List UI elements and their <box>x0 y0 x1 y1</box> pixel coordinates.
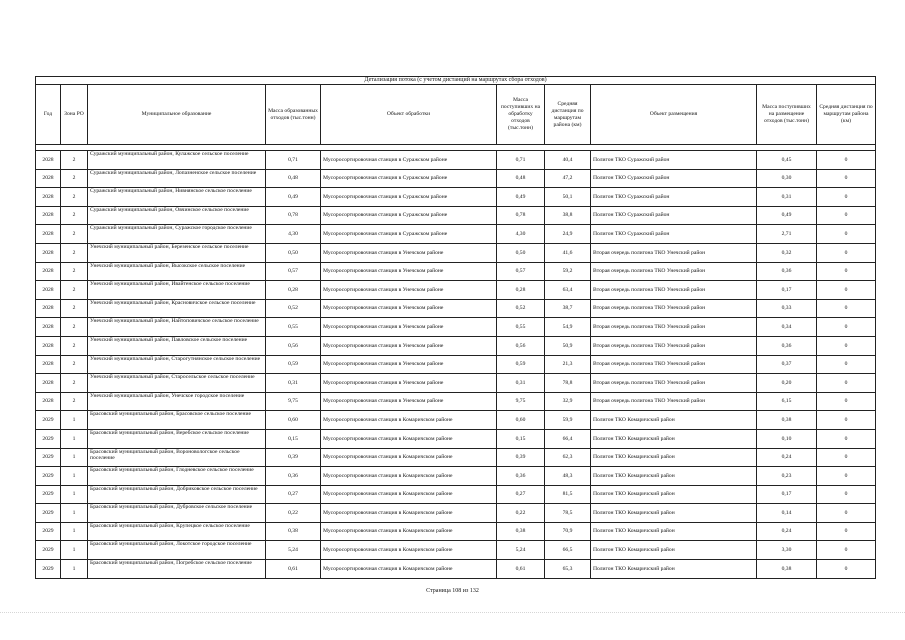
cell-avg-distance-processing: 32,9 <box>545 392 591 411</box>
document-sheet <box>35 76 876 579</box>
cell-processing-object: Мусоросортировочная станция в Унечском районе <box>321 281 497 300</box>
cell-year: 2028 <box>36 392 61 411</box>
cell-avg-distance-placement: 0 <box>817 374 876 393</box>
cell-avg-distance-processing: 40,4 <box>545 151 591 170</box>
table-row <box>36 188 876 207</box>
cell-zone: 2 <box>61 355 88 374</box>
cell-year: 2028 <box>36 336 61 355</box>
cell-zone: 2 <box>61 374 88 393</box>
cell-processing-object: Мусоросортировочная станция в Унечском районе <box>321 262 497 281</box>
table-row <box>36 151 876 170</box>
cell-zone: 2 <box>61 225 88 244</box>
table-row <box>36 467 876 486</box>
cell-municipality: Суражский муниципальный район, Кулажское сельское поселение <box>88 151 266 170</box>
cell-mass-to-placement: 0,23 <box>757 467 817 486</box>
cell-avg-distance-processing: 70,9 <box>545 522 591 541</box>
cell-avg-distance-processing: 65,3 <box>545 560 591 579</box>
cell-processing-object: Мусоросортировочная станция в Комаричском районе <box>321 522 497 541</box>
cell-placement-object: Вторая очередь полигона ТКО Унечский район <box>591 392 757 411</box>
cell-municipality: Унечский муниципальный район, Красновичское сельское поселение <box>88 299 266 318</box>
cell-municipality: Унечский муниципальный район, Унечское городское поселение <box>88 392 266 411</box>
table-row <box>36 225 876 244</box>
cell-municipality: Брасовский муниципальный район, Глодневское сельское поселение <box>88 467 266 486</box>
cell-avg-distance-placement: 0 <box>817 151 876 170</box>
waste-flow-table <box>35 76 876 579</box>
header-avg-distance-placement: Средняя дистанция по маршрутам района (км) <box>817 85 876 145</box>
cell-year: 2028 <box>36 299 61 318</box>
cell-avg-distance-processing: 59,9 <box>545 411 591 430</box>
cell-year: 2028 <box>36 188 61 207</box>
cell-mass-to-processing: 9,75 <box>497 392 545 411</box>
cell-zone: 1 <box>61 504 88 523</box>
cell-mass-to-processing: 0,36 <box>497 467 545 486</box>
cell-placement-object: Полигон ТКО Суражский район <box>591 169 757 188</box>
cell-municipality: Суражский муниципальный район, Суражское городское поселение <box>88 225 266 244</box>
cell-processing-object: Мусоросортировочная станция в Суражском районе <box>321 151 497 170</box>
cell-municipality: Брасовский муниципальный район, Локотское городское поселение <box>88 541 266 560</box>
cell-avg-distance-placement: 0 <box>817 411 876 430</box>
cell-placement-object: Полигон ТКО Суражский район <box>591 225 757 244</box>
cell-avg-distance-placement: 0 <box>817 504 876 523</box>
cell-year: 2029 <box>36 411 61 430</box>
cell-mass-generated: 0,61 <box>266 560 321 579</box>
cell-mass-to-processing: 0,55 <box>497 318 545 337</box>
cell-avg-distance-placement: 0 <box>817 355 876 374</box>
cell-processing-object: Мусоросортировочная станция в Унечском районе <box>321 392 497 411</box>
cell-placement-object: Полигон ТКО Суражский район <box>591 206 757 225</box>
cell-avg-distance-placement: 0 <box>817 485 876 504</box>
cell-mass-to-processing: 0,48 <box>497 169 545 188</box>
cell-year: 2029 <box>36 560 61 579</box>
cell-avg-distance-processing: 50,1 <box>545 188 591 207</box>
cell-avg-distance-processing: 24,9 <box>545 225 591 244</box>
cell-mass-to-placement: 0,34 <box>757 318 817 337</box>
cell-year: 2028 <box>36 262 61 281</box>
header-avg-distance-processing: Средняя дистанция по маршрутам района (км) <box>545 85 591 145</box>
table-row <box>36 560 876 579</box>
cell-zone: 1 <box>61 560 88 579</box>
cell-year: 2028 <box>36 169 61 188</box>
cell-mass-generated: 0,48 <box>266 169 321 188</box>
cell-mass-to-placement: 0,31 <box>757 188 817 207</box>
cell-processing-object: Мусоросортировочная станция в Комаричском районе <box>321 467 497 486</box>
cell-zone: 2 <box>61 206 88 225</box>
cell-zone: 2 <box>61 151 88 170</box>
cell-processing-object: Мусоросортировочная станция в Унечском районе <box>321 355 497 374</box>
cell-municipality: Брасовский муниципальный район, Погребское сельское поселение <box>88 560 266 579</box>
cell-avg-distance-placement: 0 <box>817 206 876 225</box>
cell-mass-generated: 0,59 <box>266 355 321 374</box>
cell-mass-to-processing: 0,57 <box>497 262 545 281</box>
cell-processing-object: Мусоросортировочная станция в Суражском районе <box>321 169 497 188</box>
cell-mass-generated: 0,36 <box>266 467 321 486</box>
cell-processing-object: Мусоросортировочная станция в Унечском районе <box>321 299 497 318</box>
cell-zone: 1 <box>61 541 88 560</box>
cell-mass-to-processing: 0,38 <box>497 522 545 541</box>
cell-avg-distance-processing: 21,3 <box>545 355 591 374</box>
cell-processing-object: Мусоросортировочная станция в Комаричском районе <box>321 504 497 523</box>
table-row <box>36 243 876 262</box>
cell-mass-generated: 0,71 <box>266 151 321 170</box>
cell-processing-object: Мусоросортировочная станция в Суражском районе <box>321 188 497 207</box>
cell-municipality: Брасовский муниципальный район, Вороновологское сельское поселение <box>88 448 266 467</box>
cell-avg-distance-placement: 0 <box>817 188 876 207</box>
cell-mass-generated: 0,56 <box>266 336 321 355</box>
cell-avg-distance-processing: 38,8 <box>545 206 591 225</box>
cell-avg-distance-processing: 63,4 <box>545 281 591 300</box>
cell-processing-object: Мусоросортировочная станция в Комаричском районе <box>321 560 497 579</box>
cell-mass-to-placement: 0,30 <box>757 169 817 188</box>
cell-mass-to-placement: 0,32 <box>757 243 817 262</box>
cell-municipality: Унечский муниципальный район, Ивайтенское сельское поселение <box>88 281 266 300</box>
cell-placement-object: Вторая очередь полигона ТКО Унечский район <box>591 281 757 300</box>
cell-mass-to-processing: 0,49 <box>497 188 545 207</box>
cell-year: 2028 <box>36 225 61 244</box>
cell-zone: 2 <box>61 281 88 300</box>
table-row <box>36 281 876 300</box>
cell-placement-object: Полигон ТКО Комаричский район <box>591 485 757 504</box>
cell-mass-generated: 9,75 <box>266 392 321 411</box>
cell-year: 2028 <box>36 243 61 262</box>
cell-municipality: Суражский муниципальный район, Нивнянское сельское поселение <box>88 188 266 207</box>
cell-mass-to-processing: 0,78 <box>497 206 545 225</box>
cell-municipality: Унечский муниципальный район, Высокское сельское поселение <box>88 262 266 281</box>
cell-avg-distance-processing: 78,5 <box>545 504 591 523</box>
cell-placement-object: Вторая очередь полигона ТКО Унечский район <box>591 318 757 337</box>
cell-zone: 2 <box>61 392 88 411</box>
cell-avg-distance-processing: 81,5 <box>545 485 591 504</box>
cell-mass-to-processing: 0,50 <box>497 243 545 262</box>
cell-avg-distance-placement: 0 <box>817 169 876 188</box>
table-row <box>36 206 876 225</box>
cell-municipality: Брасовский муниципальный район, Добриковское сельское поселение <box>88 485 266 504</box>
cell-mass-generated: 0,52 <box>266 299 321 318</box>
cell-mass-to-placement: 0,38 <box>757 411 817 430</box>
cell-municipality: Суражский муниципальный район, Лопазненское сельское поселение <box>88 169 266 188</box>
cell-mass-generated: 0,57 <box>266 262 321 281</box>
cell-placement-object: Полигон ТКО Комаричский район <box>591 504 757 523</box>
cell-processing-object: Мусоросортировочная станция в Комаричском районе <box>321 429 497 448</box>
cell-placement-object: Полигон ТКО Суражский район <box>591 188 757 207</box>
cell-mass-to-placement: 0,24 <box>757 522 817 541</box>
cell-avg-distance-placement: 0 <box>817 225 876 244</box>
cell-mass-to-processing: 0,22 <box>497 504 545 523</box>
cell-year: 2028 <box>36 318 61 337</box>
cell-mass-to-placement: 0,17 <box>757 281 817 300</box>
page-number: Страница 108 из 132 <box>426 588 479 594</box>
table-row <box>36 504 876 523</box>
cell-mass-generated: 0,49 <box>266 188 321 207</box>
cell-mass-generated: 0,28 <box>266 281 321 300</box>
cell-placement-object: Полигон ТКО Комаричский район <box>591 522 757 541</box>
table-row <box>36 299 876 318</box>
table-row <box>36 448 876 467</box>
cell-year: 2029 <box>36 448 61 467</box>
cell-mass-to-processing: 0,59 <box>497 355 545 374</box>
cell-mass-generated: 5,24 <box>266 541 321 560</box>
cell-year: 2028 <box>36 281 61 300</box>
cell-mass-to-placement: 0,37 <box>757 355 817 374</box>
cell-avg-distance-processing: 59,2 <box>545 262 591 281</box>
cell-avg-distance-placement: 0 <box>817 560 876 579</box>
table-row <box>36 392 876 411</box>
cell-municipality: Брасовский муниципальный район, Веребское сельское поселение <box>88 429 266 448</box>
cell-mass-to-processing: 0,60 <box>497 411 545 430</box>
cell-zone: 2 <box>61 299 88 318</box>
cell-zone: 1 <box>61 448 88 467</box>
cell-zone: 1 <box>61 522 88 541</box>
cell-mass-to-placement: 0,45 <box>757 151 817 170</box>
cell-avg-distance-placement: 0 <box>817 243 876 262</box>
cell-mass-generated: 0,15 <box>266 429 321 448</box>
cell-mass-to-processing: 0,56 <box>497 336 545 355</box>
cell-mass-to-processing: 0,71 <box>497 151 545 170</box>
cell-mass-generated: 0,55 <box>266 318 321 337</box>
cell-municipality: Брасовский муниципальный район, Крупецкое сельское поселение <box>88 522 266 541</box>
cell-avg-distance-placement: 0 <box>817 429 876 448</box>
cell-zone: 2 <box>61 243 88 262</box>
cell-mass-to-processing: 0,31 <box>497 374 545 393</box>
cell-avg-distance-placement: 0 <box>817 522 876 541</box>
cell-placement-object: Полигон ТКО Суражский район <box>591 151 757 170</box>
cell-zone: 2 <box>61 169 88 188</box>
cell-year: 2029 <box>36 504 61 523</box>
cell-mass-to-processing: 5,24 <box>497 541 545 560</box>
cell-processing-object: Мусоросортировочная станция в Унечском районе <box>321 336 497 355</box>
cell-processing-object: Мусоросортировочная станция в Суражском районе <box>321 225 497 244</box>
cell-mass-to-placement: 0,33 <box>757 299 817 318</box>
cell-avg-distance-placement: 0 <box>817 299 876 318</box>
cell-zone: 2 <box>61 188 88 207</box>
cell-year: 2029 <box>36 522 61 541</box>
cell-mass-to-placement: 0,24 <box>757 448 817 467</box>
cell-zone: 2 <box>61 336 88 355</box>
cell-mass-to-placement: 3,30 <box>757 541 817 560</box>
table-row <box>36 262 876 281</box>
cell-avg-distance-placement: 0 <box>817 392 876 411</box>
table-row <box>36 411 876 430</box>
cell-municipality: Унечский муниципальный район, Павловское сельское поселение <box>88 336 266 355</box>
cell-processing-object: Мусоросортировочная станция в Комаричском районе <box>321 448 497 467</box>
header-mass-generated: Масса образованных отходов (тыс.тонн) <box>266 85 321 145</box>
cell-placement-object: Вторая очередь полигона ТКО Унечский район <box>591 299 757 318</box>
cell-year: 2029 <box>36 485 61 504</box>
cell-mass-to-placement: 0,17 <box>757 485 817 504</box>
cell-mass-to-processing: 0,52 <box>497 299 545 318</box>
cell-year: 2028 <box>36 374 61 393</box>
cell-mass-to-placement: 0,36 <box>757 262 817 281</box>
cell-mass-to-placement: 0,10 <box>757 429 817 448</box>
cell-avg-distance-processing: 66,4 <box>545 429 591 448</box>
cell-placement-object: Полигон ТКО Комаричский район <box>591 411 757 430</box>
cell-mass-to-placement: 6,15 <box>757 392 817 411</box>
cell-avg-distance-processing: 38,7 <box>545 299 591 318</box>
cell-avg-distance-placement: 0 <box>817 467 876 486</box>
cell-mass-generated: 0,78 <box>266 206 321 225</box>
cell-placement-object: Вторая очередь полигона ТКО Унечский район <box>591 355 757 374</box>
cell-year: 2028 <box>36 206 61 225</box>
cell-avg-distance-processing: 54,9 <box>545 318 591 337</box>
cell-processing-object: Мусоросортировочная станция в Комаричском районе <box>321 541 497 560</box>
cell-processing-object: Мусоросортировочная станция в Унечском районе <box>321 318 497 337</box>
cell-mass-to-placement: 0,14 <box>757 504 817 523</box>
cell-mass-generated: 0,50 <box>266 243 321 262</box>
header-mass-to-processing: Масса поступивших на обработку отходов (тыс.тонн) <box>497 85 545 145</box>
cell-avg-distance-processing: 47,2 <box>545 169 591 188</box>
table-row <box>36 541 876 560</box>
header-municipality: Муниципальное образование <box>88 85 266 145</box>
cell-mass-generated: 4,30 <box>266 225 321 244</box>
cell-avg-distance-placement: 0 <box>817 448 876 467</box>
cell-mass-to-placement: 0,49 <box>757 206 817 225</box>
table-caption: Детализация потока (с учетом дистанций на маршрутах сбора отходов) <box>36 77 876 85</box>
cell-avg-distance-placement: 0 <box>817 541 876 560</box>
cell-mass-to-placement: 2,71 <box>757 225 817 244</box>
cell-municipality: Брасовский муниципальный район, Брасовское сельское поселение <box>88 411 266 430</box>
table-row <box>36 169 876 188</box>
table-row <box>36 355 876 374</box>
cell-placement-object: Полигон ТКО Комаричский район <box>591 429 757 448</box>
cell-avg-distance-placement: 0 <box>817 281 876 300</box>
cell-mass-generated: 0,38 <box>266 522 321 541</box>
cell-avg-distance-processing: 78,8 <box>545 374 591 393</box>
header-zone: Зона РО <box>61 85 88 145</box>
cell-year: 2029 <box>36 429 61 448</box>
header-year: Год <box>36 85 61 145</box>
cell-zone: 1 <box>61 485 88 504</box>
cell-avg-distance-placement: 0 <box>817 336 876 355</box>
cell-avg-distance-processing: 48,3 <box>545 467 591 486</box>
cell-placement-object: Полигон ТКО Комаричский район <box>591 541 757 560</box>
cell-processing-object: Мусоросортировочная станция в Унечском районе <box>321 243 497 262</box>
cell-avg-distance-processing: 50,9 <box>545 336 591 355</box>
cell-zone: 2 <box>61 318 88 337</box>
cell-placement-object: Вторая очередь полигона ТКО Унечский район <box>591 262 757 281</box>
cell-mass-to-processing: 4,30 <box>497 225 545 244</box>
cell-avg-distance-processing: 41,6 <box>545 243 591 262</box>
cell-municipality: Суражский муниципальный район, Овчинское сельское поселение <box>88 206 266 225</box>
table-row <box>36 522 876 541</box>
scan-artifact-line <box>0 612 905 615</box>
cell-mass-generated: 0,60 <box>266 411 321 430</box>
cell-processing-object: Мусоросортировочная станция в Комаричском районе <box>321 411 497 430</box>
cell-zone: 1 <box>61 467 88 486</box>
cell-mass-to-processing: 0,28 <box>497 281 545 300</box>
cell-placement-object: Полигон ТКО Комаричский район <box>591 560 757 579</box>
header-mass-to-placement: Масса поступивших на размещение отходов (тыс.тонн) <box>757 85 817 145</box>
cell-placement-object: Вторая очередь полигона ТКО Унечский район <box>591 374 757 393</box>
cell-processing-object: Мусоросортировочная станция в Комаричском районе <box>321 485 497 504</box>
cell-mass-generated: 0,27 <box>266 485 321 504</box>
cell-year: 2028 <box>36 151 61 170</box>
cell-zone: 1 <box>61 411 88 430</box>
cell-mass-to-placement: 0,36 <box>757 336 817 355</box>
cell-placement-object: Полигон ТКО Комаричский район <box>591 448 757 467</box>
cell-year: 2029 <box>36 467 61 486</box>
table-header-row <box>36 85 876 145</box>
cell-mass-to-processing: 0,61 <box>497 560 545 579</box>
table-row <box>36 374 876 393</box>
cell-municipality: Унечский муниципальный район, Найтоповичское сельское поселение <box>88 318 266 337</box>
cell-avg-distance-processing: 62,3 <box>545 448 591 467</box>
cell-mass-to-placement: 0,20 <box>757 374 817 393</box>
table-body <box>36 151 876 579</box>
cell-mass-to-processing: 0,39 <box>497 448 545 467</box>
cell-zone: 2 <box>61 262 88 281</box>
table-row <box>36 336 876 355</box>
cell-processing-object: Мусоросортировочная станция в Унечском районе <box>321 374 497 393</box>
cell-municipality: Унечский муниципальный район, Березенское сельское поселение <box>88 243 266 262</box>
cell-mass-generated: 0,39 <box>266 448 321 467</box>
cell-avg-distance-processing: 66,5 <box>545 541 591 560</box>
cell-placement-object: Полигон ТКО Комаричский район <box>591 467 757 486</box>
cell-mass-generated: 0,22 <box>266 504 321 523</box>
table-row <box>36 429 876 448</box>
cell-municipality: Брасовский муниципальный район, Дубровское сельское поселение <box>88 504 266 523</box>
cell-municipality: Унечский муниципальный район, Старогутнянское сельское поселение <box>88 355 266 374</box>
cell-placement-object: Вторая очередь полигона ТКО Унечский район <box>591 243 757 262</box>
cell-municipality: Унечский муниципальный район, Старосельское сельское поселение <box>88 374 266 393</box>
cell-mass-to-placement: 0,38 <box>757 560 817 579</box>
cell-avg-distance-placement: 0 <box>817 262 876 281</box>
cell-year: 2029 <box>36 541 61 560</box>
table-row <box>36 485 876 504</box>
header-processing-object: Объект обработки <box>321 85 497 145</box>
cell-mass-to-processing: 0,27 <box>497 485 545 504</box>
table-row <box>36 318 876 337</box>
cell-zone: 1 <box>61 429 88 448</box>
cell-mass-to-processing: 0,15 <box>497 429 545 448</box>
cell-placement-object: Вторая очередь полигона ТКО Унечский район <box>591 336 757 355</box>
cell-year: 2028 <box>36 355 61 374</box>
cell-avg-distance-placement: 0 <box>817 318 876 337</box>
cell-processing-object: Мусоросортировочная станция в Суражском районе <box>321 206 497 225</box>
cell-mass-generated: 0,31 <box>266 374 321 393</box>
header-placement-object: Объект размещения <box>591 85 757 145</box>
